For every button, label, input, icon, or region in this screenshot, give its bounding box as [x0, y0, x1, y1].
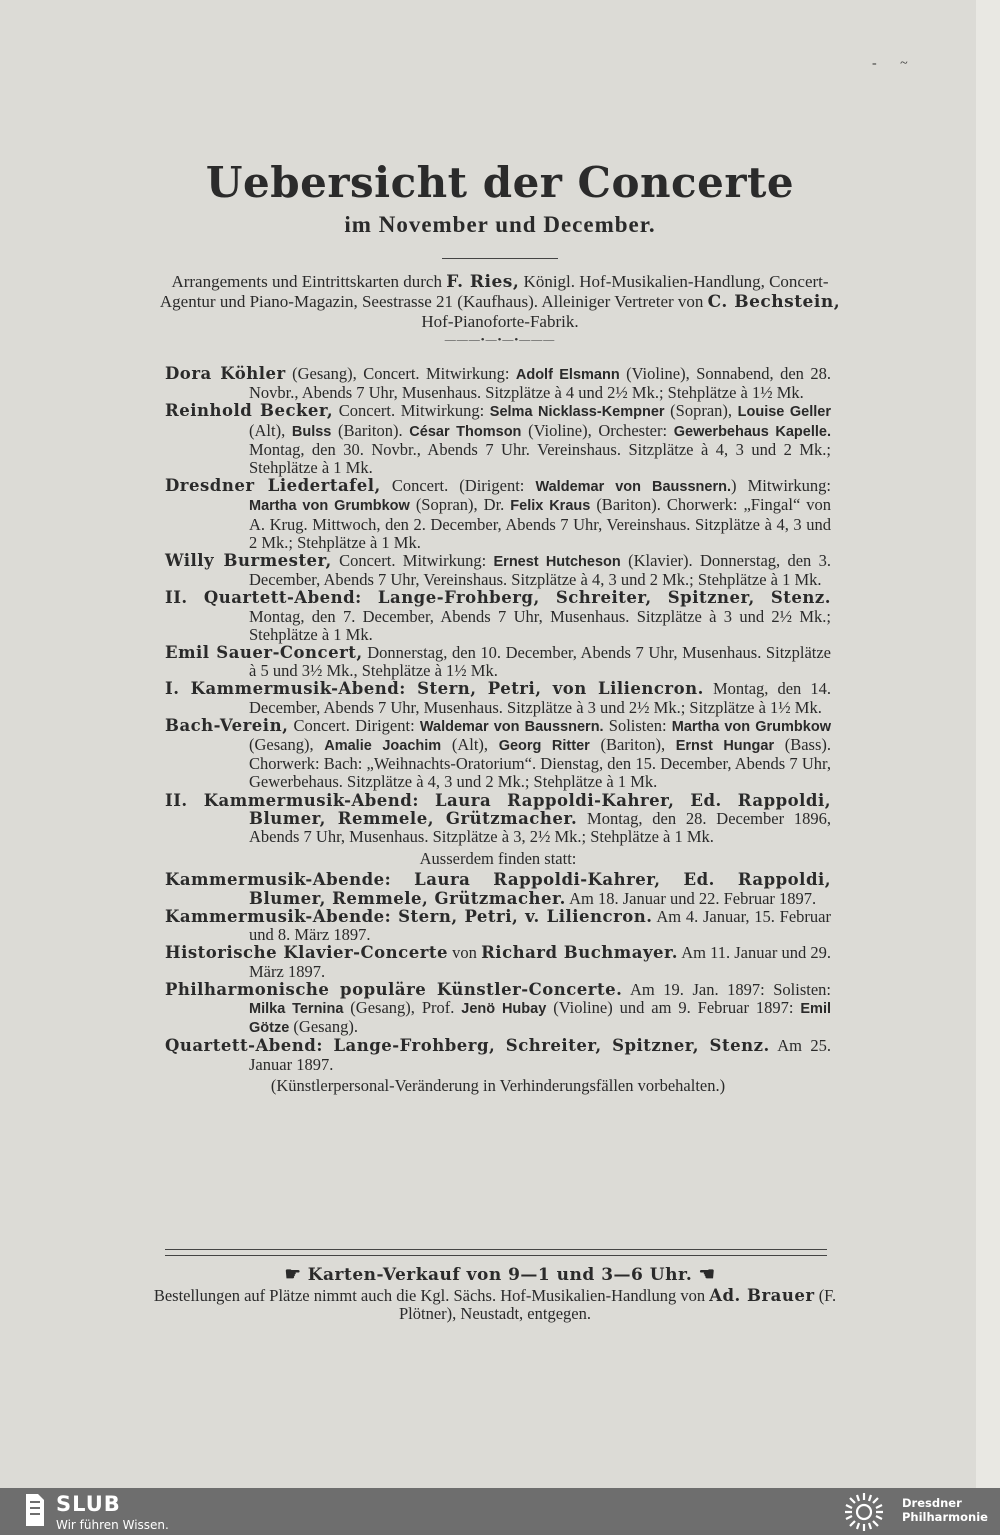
- slub-tagline: Wir führen Wissen.: [56, 1518, 169, 1532]
- concert-entry: Dora Köhler (Gesang), Concert. Mitwirkung: Adolf Elsmann (Violine), Sonnabend, den 28. Novbr., Abends 7 Uhr, Musenhaus. Sitzplätze à 4 und 2½ Mk.; Stehplätze à 1½ Mk.: [165, 364, 831, 403]
- title-divider: [442, 258, 558, 259]
- additional-entry: Kammermusik-Abende: Laura Rappoldi-Kahrer, Ed. Rappoldi, Blumer, Remmele, Grützmacher. Am 18. Januar und 22. Februar 1897.: [165, 870, 831, 908]
- disclaimer-note: (Künstlerpersonal-Veränderung in Verhinderungsfällen vorbehalten.): [270, 1075, 726, 1095]
- arrangements-paragraph: Arrangements und Eintrittskarten durch F. Ries, Königl. Hof-Musikalien-Handlung, Concert-Agentur und Piano-Magazin, Seestrasse 21 (Kaufhaus). Alleiniger Vertreter von C. Bechstein, Hof-Pianoforte-Fabrik.: [159, 272, 841, 331]
- page-title: Uebersicht der Concerte: [205, 158, 795, 207]
- additional-entry: Philharmonische populäre Künstler-Concerte. Am 19. Jan. 1897: Solisten: Milka Ternina (Gesang), Prof. Jenö Hubay (Violine) und am 9. Februar 1897: Emil Götze (Gesang).: [165, 979, 832, 1037]
- dresdner-philharmonie-name: Dresdner Philharmonie: [902, 1496, 988, 1524]
- orders-paragraph: Bestellungen auf Plätze nimmt auch die Kgl. Sächs. Hof-Musikalien-Handlung von Ad. Brauer (F. Plötner), Neustadt, entgegen.: [153, 1286, 837, 1323]
- brauer-name: Ad. Brauer: [709, 1286, 815, 1305]
- concert-entry: Reinhold Becker, Concert. Mitwirkung: Selma Nicklass-Kempner (Sopran), Louise Geller (Alt), Bulss (Bariton). César Thomson (Violine), Orchester: Gewerbehaus Kapelle. Montag, den 30. Novbr., Abends 7 Uhr. Vereinshaus. Sitzplätze à 4, 3 und 2 Mk.; Stehplätze à 1 Mk.: [165, 401, 831, 478]
- additional-entry: Historische Klavier-Concerte von Richard Buchmayer. Am 11. Januar und 29. März 1897.: [165, 943, 831, 981]
- page-subtitle: im November und December.: [344, 212, 656, 237]
- concert-entry: Willy Burmester, Concert. Mitwirkung: Ernest Hutcheson (Klavier). Donnerstag, den 3. December, Abends 7 Uhr, Vereinshaus. Sitzplätze à 4, 3 und 2 Mk.; Stehplätze à 1 Mk.: [165, 551, 831, 590]
- concert-entry: Bach-Verein, Concert. Dirigent: Waldemar von Baussnern. Solisten: Martha von Grumbkow (Gesang), Amalie Joachim (Alt), Georg Ritter (Bariton), Ernst Hungar (Bass). Chorwerk: Bach: „Weihnachts-Oratorium“. Dienstag, den 15. December, Abends 7 Uhr, Gewerbehaus. Sitzplätze à 4, 3 und 2 Mk.; Stehplätze à 1 Mk.: [165, 715, 832, 792]
- pointing-hand-left-icon: ☚: [698, 1264, 716, 1285]
- concert-entry: Dresdner Liedertafel, Concert. (Dirigent: Waldemar von Baussnern.) Mitwirkung: Martha von Grumbkow (Sopran), Dr. Felix Kraus (Bariton). Chorwerk: „Fingal“ von A. Krug. Mittwoch, den 2. December, Abends 7 Uhr, Vereinshaus. Sitzplätze à 4, 3 und 2 Mk.; Stehplätze à 1 Mk.: [165, 476, 832, 552]
- ausserdem-heading: Ausserdem finden statt:: [419, 849, 577, 869]
- ornament-divider: ———•—•—•———: [444, 334, 556, 346]
- bechstein-name: C. Bechstein,: [707, 292, 841, 312]
- concert-entry: II. Kammermusik-Abend: Laura Rappoldi-Kahrer, Ed. Rappoldi, Blumer, Remmele, Grützmacher. Montag, den 28. December 1896, Abends 7 Uhr, Musenhaus. Sitzplätze à 3, 2½ Mk.; Stehplätze à 1 Mk.: [165, 790, 831, 847]
- ticket-sales-text: Karten-Verkauf von 9—1 und 3—6 Uhr.: [307, 1265, 693, 1285]
- concert-entry: Emil Sauer-Concert, Donnerstag, den 10. December, Abends 7 Uhr, Musenhaus. Sitzplätze à 5 und 3½ Mk., Stehplätze à 1½ Mk.: [165, 643, 831, 681]
- ticket-sales-line: [0, 1264, 1000, 1285]
- corner-marks: ‐ ~: [872, 56, 918, 71]
- ries-name: F. Ries,: [446, 272, 520, 292]
- additional-entry: Kammermusik-Abende: Stern, Petri, v. Liliencron. Am 4. Januar, 15. Februar und 8. März 1897.: [165, 906, 831, 945]
- dresdner-philharmonie-logo-icon: [841, 1491, 887, 1533]
- pointing-hand-right-icon: ☛: [284, 1264, 302, 1285]
- concert-entry: I. Kammermusik-Abend: Stern, Petri, von Liliencron. Montag, den 14. December, Abends 7 Uhr, Musenhaus. Sitzplätze à 3 und 2½ Mk.; Sitzplätze à 1½ Mk.: [165, 679, 831, 717]
- concert-entry: II. Quartett-Abend: Lange-Frohberg, Schreiter, Spitzner, Stenz. Montag, den 7. December, Abends 7 Uhr, Musenhaus. Sitzplätze à 3 und 2½ Mk.; Stehplätze à 1 Mk.: [165, 588, 831, 644]
- double-rule: [165, 1249, 827, 1256]
- slub-logo-icon: [24, 1492, 46, 1528]
- slub-name: SLUB: [56, 1492, 121, 1516]
- additional-entry: Quartett-Abend: Lange-Frohberg, Schreiter, Spitzner, Stenz. Am 25. Januar 1897.: [165, 1036, 831, 1074]
- concert-list: [165, 365, 831, 1095]
